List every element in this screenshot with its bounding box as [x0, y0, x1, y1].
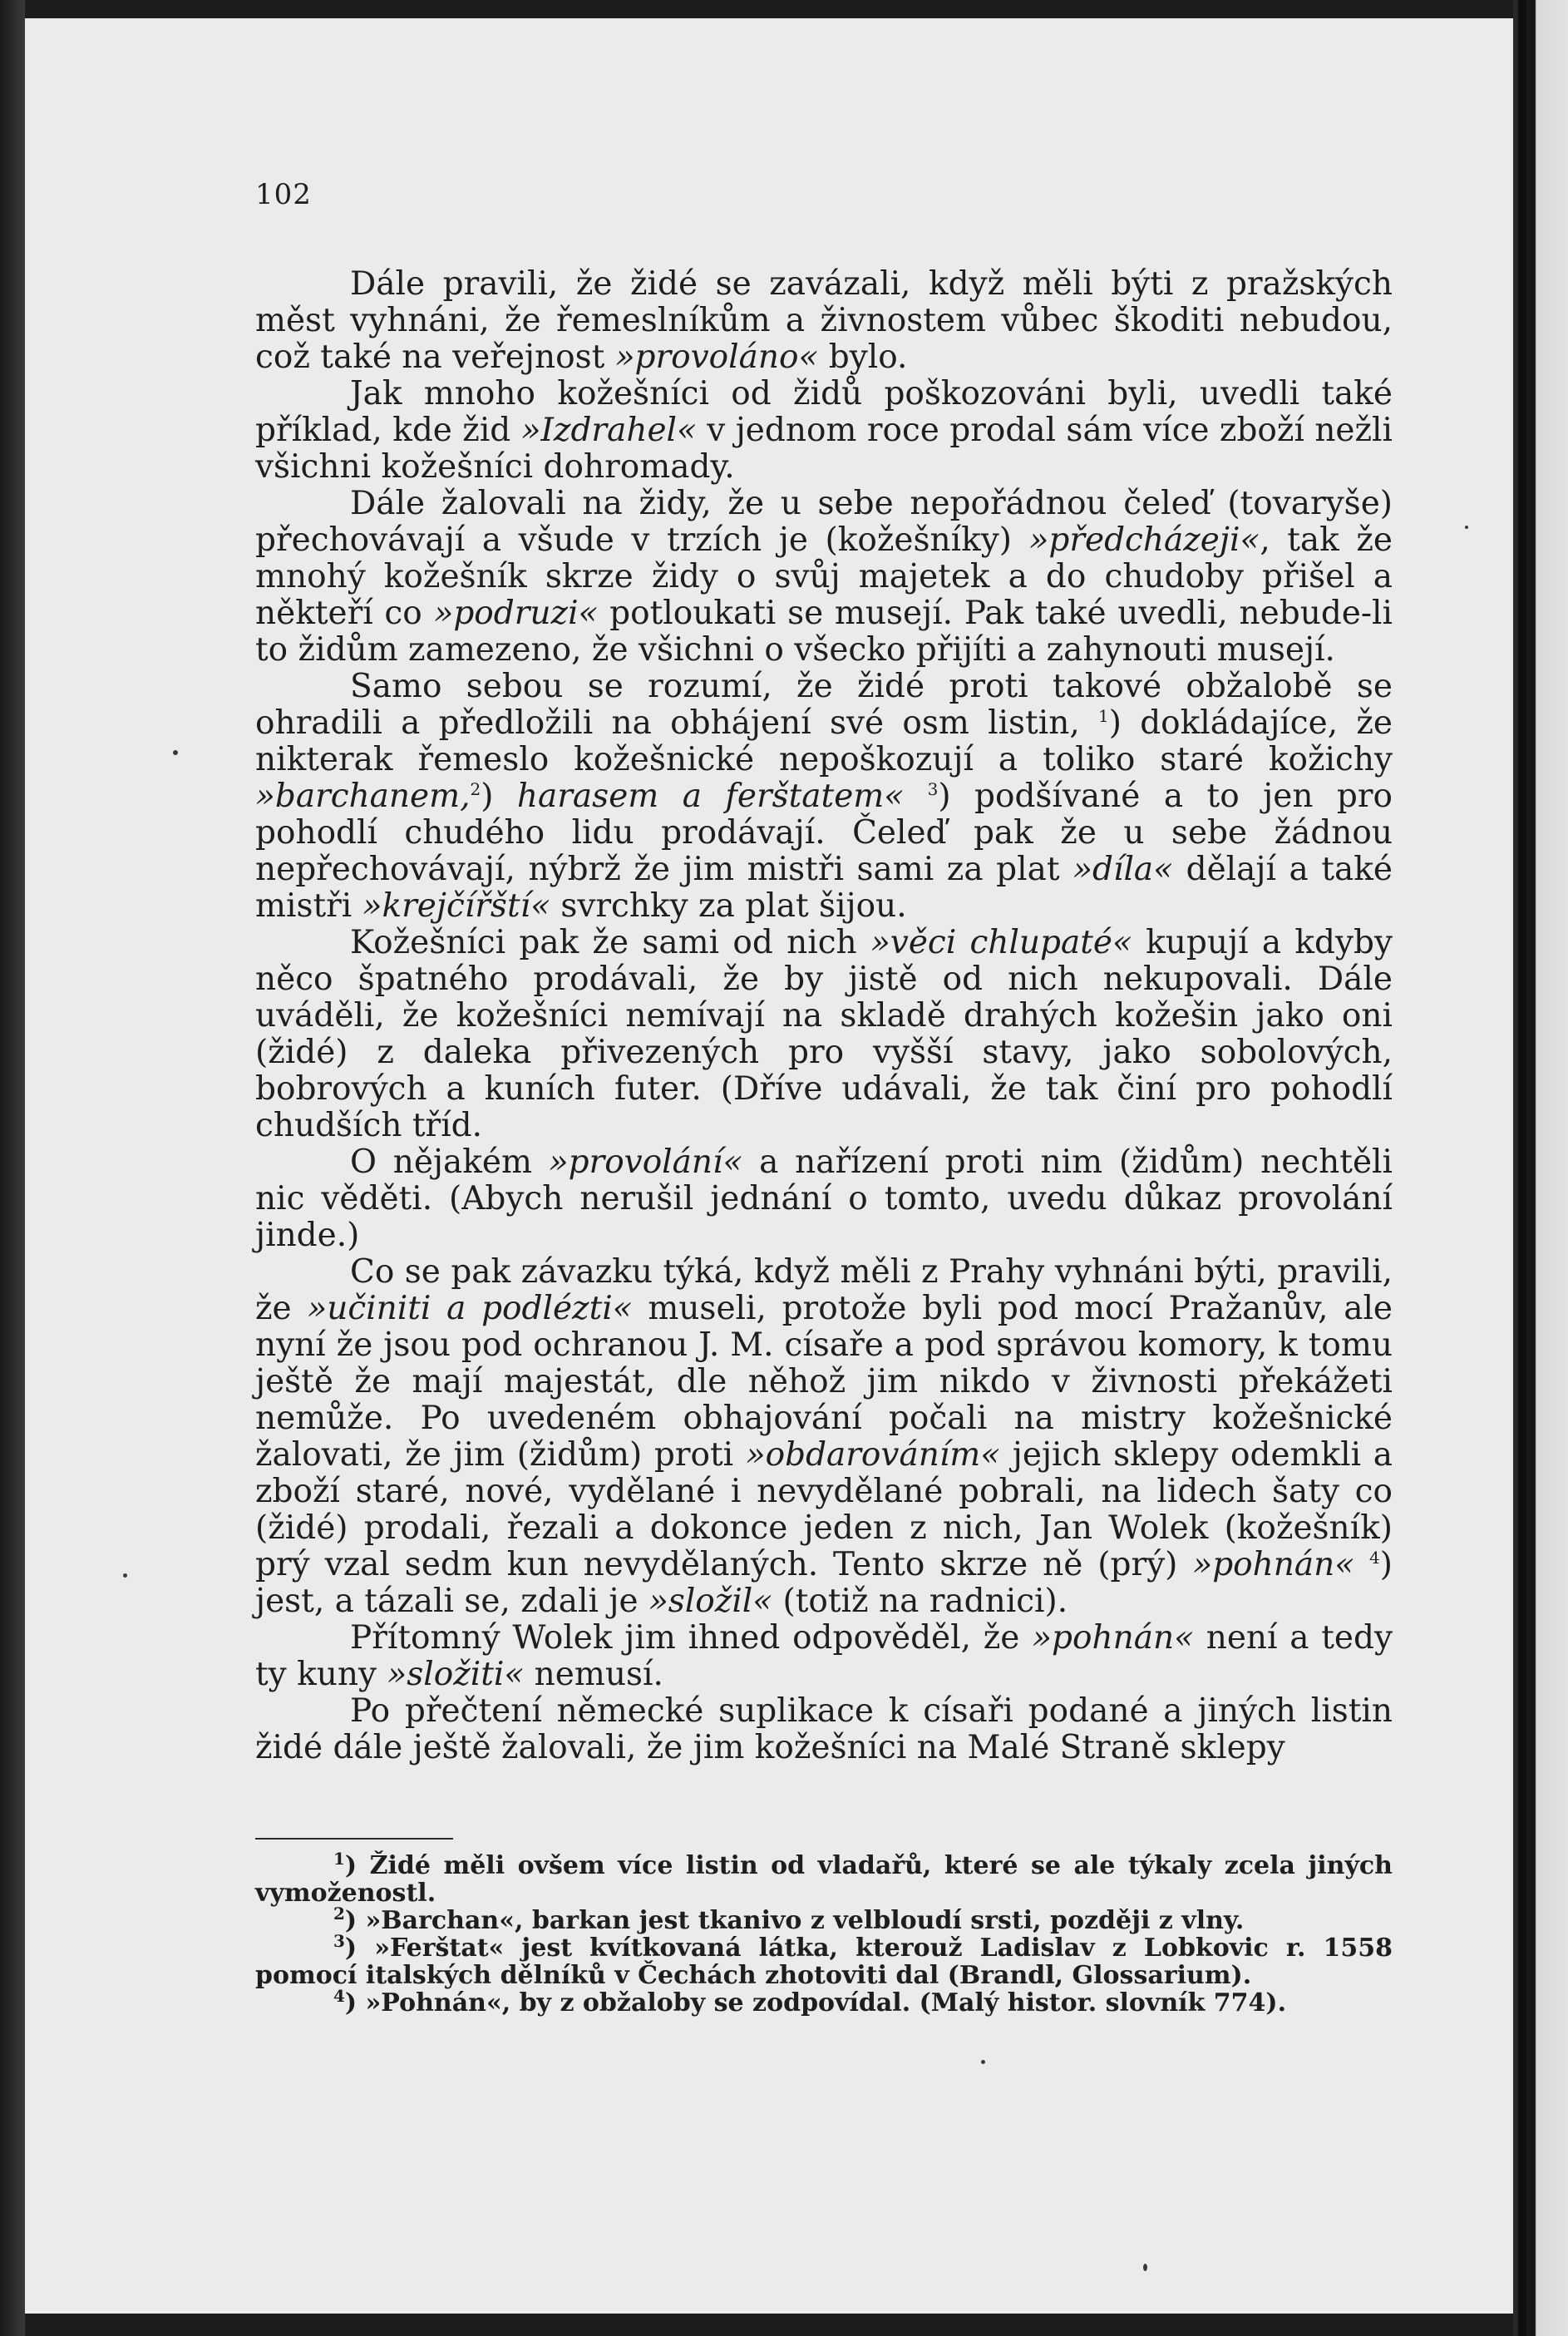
scan-speck: [123, 1573, 127, 1578]
text-run: Dále pravili, že židé se zavázali, když měli býti z pražských měst vyhnáni, že řemeslníkům a živnostem vůbec škoditi nebudou, což také na veřejnost: [255, 265, 1393, 376]
paragraph: [255, 925, 1393, 1144]
paragraph: [255, 266, 1393, 376]
italic-term: »pohnán«: [1032, 1619, 1194, 1657]
text-run: [904, 778, 927, 815]
text-run: bylo.: [818, 338, 908, 376]
italic-term: »složiti«: [387, 1656, 525, 1693]
text-run: Samo sebou se rozumí, že židé proti takové obžalobě se ohradili a předložili na obhájení své osm listin,: [255, 668, 1393, 742]
footnote-number: 3: [333, 1931, 345, 1951]
text-run: ) podšívané a to jen pro pohodlí chudého lidu prodávají. Čeleď pak že u sebe žádnou nepřechovávají, nýbrž že jim mistři sami za plat: [255, 778, 1393, 888]
italic-term: »pohnán«: [1192, 1546, 1355, 1583]
italic-term: »Izdrahel«: [520, 412, 697, 449]
book-spine: [1518, 0, 1526, 2336]
italic-term: harasem a ferštatem«: [516, 778, 905, 815]
italic-term: »provolání«: [548, 1143, 743, 1181]
footnote-text: ) »Pohnán«, by z obžaloby se zodpovídal. (Malý histor. slovník 774).: [344, 1988, 1287, 2017]
footnote-text: ) Židé měli ovšem více listin od vladařů, které se ale týkaly zcela jiných vymoženostl.: [255, 1851, 1393, 1908]
paragraph: [255, 669, 1393, 925]
page-number: 102: [255, 178, 312, 211]
footnote-rule: [255, 1838, 453, 1840]
text-run: (totiž na radnici).: [772, 1583, 1068, 1620]
text-run: , tak že mnohý kožešník skrze židy o svůj majetek a do chudoby přišel a někteří co: [255, 521, 1393, 632]
paragraph: [255, 1620, 1393, 1693]
italic-term: »díla«: [1072, 851, 1174, 888]
footnote: [255, 1986, 1393, 2017]
footnote-number: 1: [333, 1849, 345, 1869]
text-run: svrchky za plat šijou.: [550, 887, 907, 925]
footnote-reference: 4: [1369, 1548, 1380, 1568]
scan-speck: [1143, 2264, 1147, 2271]
text-run: kupují a kdyby něco špatného prodávali, že by jistě od nich nekupovali. Dále uváděli, že kožešníci nemívají na skladě drahých kožešin jako oni (židé) z daleka přivezených pro vyšší stavy, jako sobolových, bobrových a kuních futer. (Dříve udávali, že tak činí pro pohodlí chudších tříd.: [255, 924, 1393, 1144]
text-run: v jednom roce prodal sám více zboží nežli všichni kožešníci dohromady.: [255, 412, 1393, 486]
footnote-reference: 2: [470, 779, 481, 799]
book-page: [25, 18, 1513, 2314]
text-run: ): [481, 778, 517, 815]
italic-term: »barchanem,: [255, 778, 471, 815]
paragraph: [255, 1144, 1393, 1254]
paragraph: [255, 1254, 1393, 1620]
text-run: Po přečtení německé suplikace k císaři podané a jiných listin židé dále ještě žalovali, že jim kožešníci na Malé Straně sklepy: [255, 1692, 1393, 1766]
text-run: museli, protože byli pod mocí Pražanův, ale nyní že jsou pod ochranou J. M. císaře a pod správou komory, k tomu ještě že mají majestát, dle něhož jim nikdo v živnosti překážeti nemůže. Po uvedeném obhajování počali na mistry kožešnické žalovati, že jim (židům) proti: [255, 1290, 1393, 1474]
italic-term: »věci chlupaté«: [870, 924, 1132, 961]
text-run: ) jest, a tázali se, zdali je: [255, 1546, 1393, 1620]
text-run: O nějakém: [350, 1143, 549, 1181]
paragraph: [255, 486, 1393, 669]
footnote-text: ) »Barchan«, barkan jest tkanivo z velbloudí srsti, později z vlny.: [344, 1906, 1245, 1935]
text-run: Jak mnoho kožešníci od židů poškozováni byli, uvedli také příklad, kde žid: [255, 375, 1393, 449]
footnote-text: ) »Ferštat« jest kvítkovaná látka, kterouž Ladislav z Lobkovic r. 1558 pomocí italských dělníků v Čechách zhotoviti dal (Brandl, Glossarium).: [255, 1933, 1393, 1990]
italic-term: »učiniti a podlézti«: [307, 1290, 633, 1327]
text-run: nemusí.: [524, 1656, 663, 1693]
text-run: Dále žalovali na židy, že u sebe nepořádnou čeleď (tovaryše) přechovávají a všude v trzích je (kožešníky): [255, 485, 1393, 559]
scan-speck: [981, 2060, 985, 2064]
footnote-number: 4: [333, 1986, 345, 2006]
text-run: potloukati se musejí. Pak také uvedli, nebude-li to židům zamezeno, že všichni o všecko přijíti a zahynouti musejí.: [255, 595, 1393, 669]
paragraph: [255, 1693, 1393, 1766]
footnotes: [255, 1849, 1393, 2017]
text-run: není a tedy ty kuny: [255, 1619, 1393, 1693]
scan-left-edge: [0, 0, 25, 2336]
body-text: [255, 266, 1393, 1766]
italic-term: »krejčířští«: [362, 887, 550, 925]
italic-term: »provoláno«: [614, 338, 819, 376]
footnote-reference: 3: [927, 779, 939, 799]
footnote-number: 2: [333, 1904, 345, 1924]
text-run: Přítomný Wolek jim ihned odpověděl, že: [350, 1619, 1033, 1657]
footnote: [255, 1904, 1393, 1935]
italic-term: »předcházeji«: [1028, 521, 1260, 559]
italic-term: »složil«: [648, 1583, 773, 1620]
footnote-reference: 1: [1097, 706, 1109, 726]
text-run: a nařízení proti nim (židům) nechtěli nic věděti. (Abych nerušil jednání o tomto, uvedu důkaz provolání jinde.): [255, 1143, 1393, 1254]
text-run: ) dokládajíce, že nikterak řemeslo kožešnické nepoškozují a toliko staré kožichy: [255, 704, 1393, 778]
footnote: [255, 1849, 1393, 1908]
text-run: jejich sklepy odemkli a zboží staré, nové, vydělané i nevydělané pobrali, na lidech šaty co (židé) prodali, řezali a dokonce jeden z nich, Jan Wolek (kožešník) prý vzal sedm kun nevydělaných. Tento skrze ně (prý): [255, 1436, 1393, 1583]
paragraph: [255, 376, 1393, 486]
text-run: Kožešníci pak že sami od nich: [350, 924, 870, 961]
footnote: [255, 1931, 1393, 1990]
scan-speck: [173, 750, 178, 755]
italic-term: »obdarováním«: [745, 1436, 1001, 1474]
italic-term: »podruzi«: [433, 595, 599, 632]
text-run: [1354, 1546, 1369, 1583]
text-run: Co se pak závazku týká, když měli z Prahy vyhnáni býti, pravili, že: [255, 1253, 1393, 1327]
scan-speck: [1465, 526, 1468, 529]
text-run: dělají a také mistři: [255, 851, 1393, 925]
